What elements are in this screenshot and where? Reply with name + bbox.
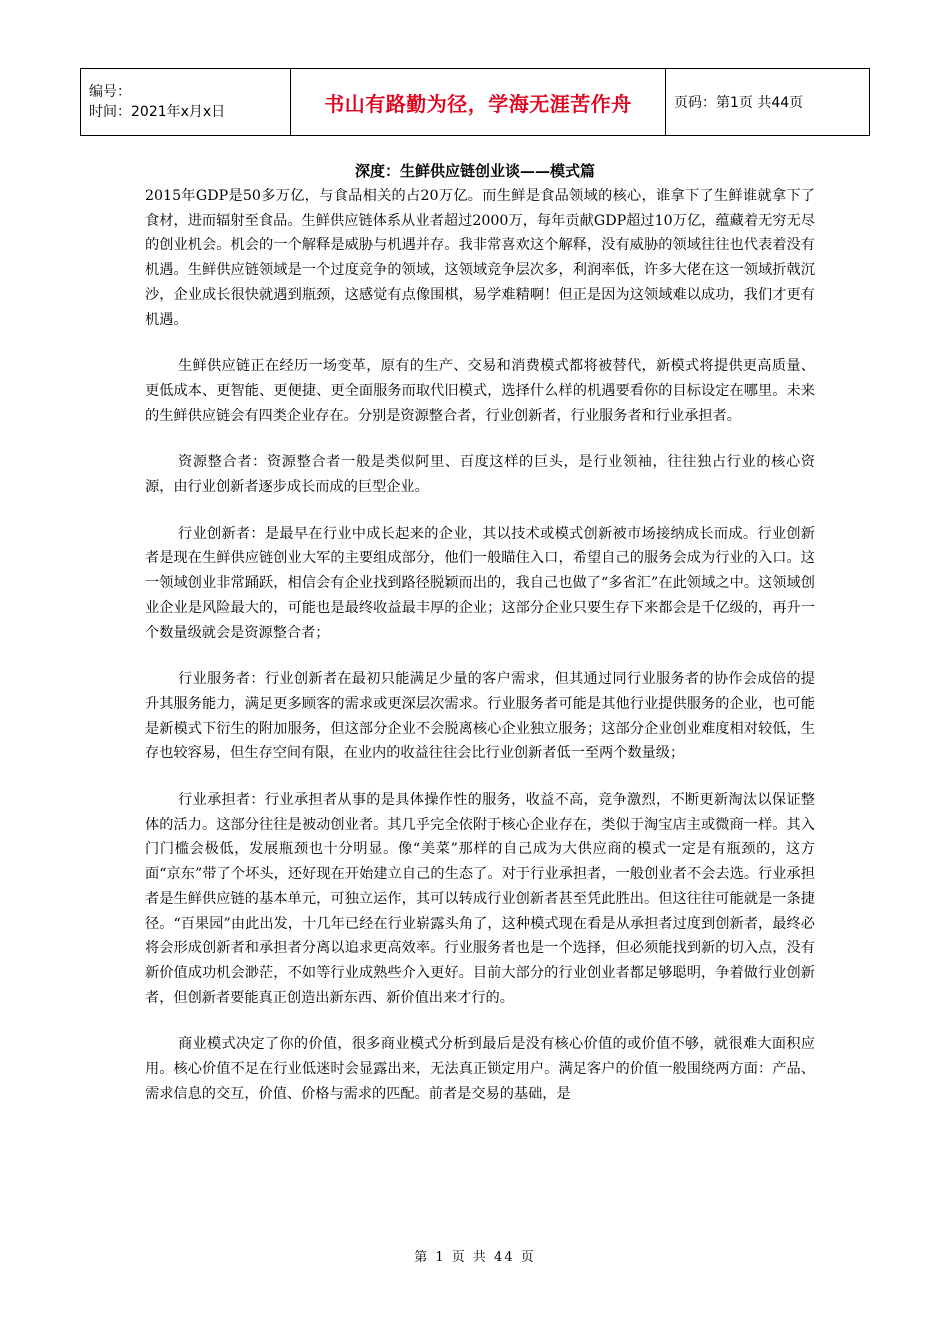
header-motto: 书山有路勤为径，学海无涯苦作舟 [324, 91, 632, 116]
paragraph: 资源整合者：资源整合者一般是类似阿里、百度这样的巨头，是行业领袖，往往独占行业的核心资源，由行业创新者逐步成长而成的巨型企业。 [145, 454, 815, 496]
paragraph: 2015年GDP是50多万亿，与食品相关的占20万亿。而生鲜是食品领域的核心，谁拿下了生鲜谁就拿下了食材，进而辐射至食品。生鲜供应链体系从业者超过2000万，每年贡献GDP超过10万亿，蕴藏着无穷无尽的创业机会。机会的一个解释是威胁与机遇并存。我非常喜欢这个解释，没有威胁的领域往往也代表着没有机遇。生鲜供应链领域是一个过度竞争的领域，这领域竞争层次多，利润率低，许多大佬在这一领域折戟沉沙，企业成长很快就遇到瓶颈，这感觉有点像围棋，易学难精啊！但正是因为这领域难以成功，我们才更有机遇。 [145, 188, 815, 328]
header-page-info: 页码：第1页 共44页 [674, 95, 804, 111]
paragraph: 行业服务者：行业创新者在最初只能满足少量的客户需求，但其通过同行业服务者的协作会成倍的提升其服务能力，满足更多顾客的需求或更深层次需求。行业服务者可能是其他行业提供服务的企业，也可能是新模式下衍生的附加服务，但这部分企业不会脱离核心企业独立服务；这部分企业创业难度相对较低，生存也较容易，但生存空间有限，在业内的收益往往会比行业创新者低一至两个数量级； [145, 671, 815, 762]
document-header [80, 68, 870, 136]
paragraph: 商业模式决定了你的价值，很多商业模式分析到最后是没有核心价值的或价值不够，就很难大面积应用。核心价值不足在行业低迷时会显露出来，无法真正锁定用户。满足客户的价值一般围绕两方面：产品、需求信息的交互，价值、价格与需求的匹配。前者是交易的基础，是 [145, 1036, 815, 1102]
time-label: 时间：2021年x月x日 [89, 104, 226, 120]
paragraph: 行业创新者：是最早在行业中成长起来的企业，其以技术或模式创新被市场接纳成长而成。行业创新者是现在生鲜供应链创业大军的主要组成部分，他们一般瞄住入口，希望自己的服务会成为行业的入口。这一领域创业非常踊跃，相信会有企业找到路径脱颖而出的，我自己也做了“多省汇”在此领域之中。这领域创业企业是风险最大的，可能也是最终收益最丰厚的企业；这部分企业只要生存下来都会是千亿级的，再升一个数量级就会是资源整合者； [145, 525, 815, 641]
header-meta-cell [81, 69, 291, 136]
paragraph: 行业承担者：行业承担者从事的是具体操作性的服务，收益不高，竞争激烈，不断更新淘汰以保证整体的活力。这部分往往是被动创业者。其几乎完全依附于核心企业存在，类似于淘宝店主或微商一样。其入门门槛会极低，发展瓶颈也十分明显。像“美菜”那样的自己成为大供应商的模式一定是有瓶颈的，这方面“京东”带了个坏头，还好现在开始建立自己的生态了。对于行业承担者，一般创业者不会去选。行业承担者是生鲜供应链的基本单元，可独立运作，其可以转成行业创新者甚至凭此胜出。但这往往可能就是一条捷径。“百果园”由此出发，十几年已经在行业崭露头角了，这种模式现在看是从承担者过度到创新者，最终必将会形成创新者和承担者分离以追求更高效率。行业服务者也是一个选择，但必须能找到新的切入点，没有新价值成功机会渺茫，不如等行业成熟些介入更好。目前大部分的行业创业者都足够聪明，争着做行业创新者，但创新者要能真正创造出新东西、新价值出来才行的。 [145, 792, 815, 1006]
code-label: 编号： [89, 84, 131, 100]
header-motto-cell [291, 69, 666, 136]
page-footer: 第 1 页 共 44 页 [414, 1250, 536, 1265]
document-body [145, 184, 815, 1107]
header-page-cell [666, 69, 870, 136]
paragraph: 生鲜供应链正在经历一场变革，原有的生产、交易和消费模式都将被替代，新模式将提供更高质量、更低成本、更智能、更便捷、更全面服务而取代旧模式，选择什么样的机遇要看你的目标设定在哪里。未来的生鲜供应链会有四类企业存在。分别是资源整合者，行业创新者，行业服务者和行业承担者。 [145, 358, 815, 424]
document-title: 深度：生鲜供应链创业谈——模式篇 [354, 162, 595, 180]
